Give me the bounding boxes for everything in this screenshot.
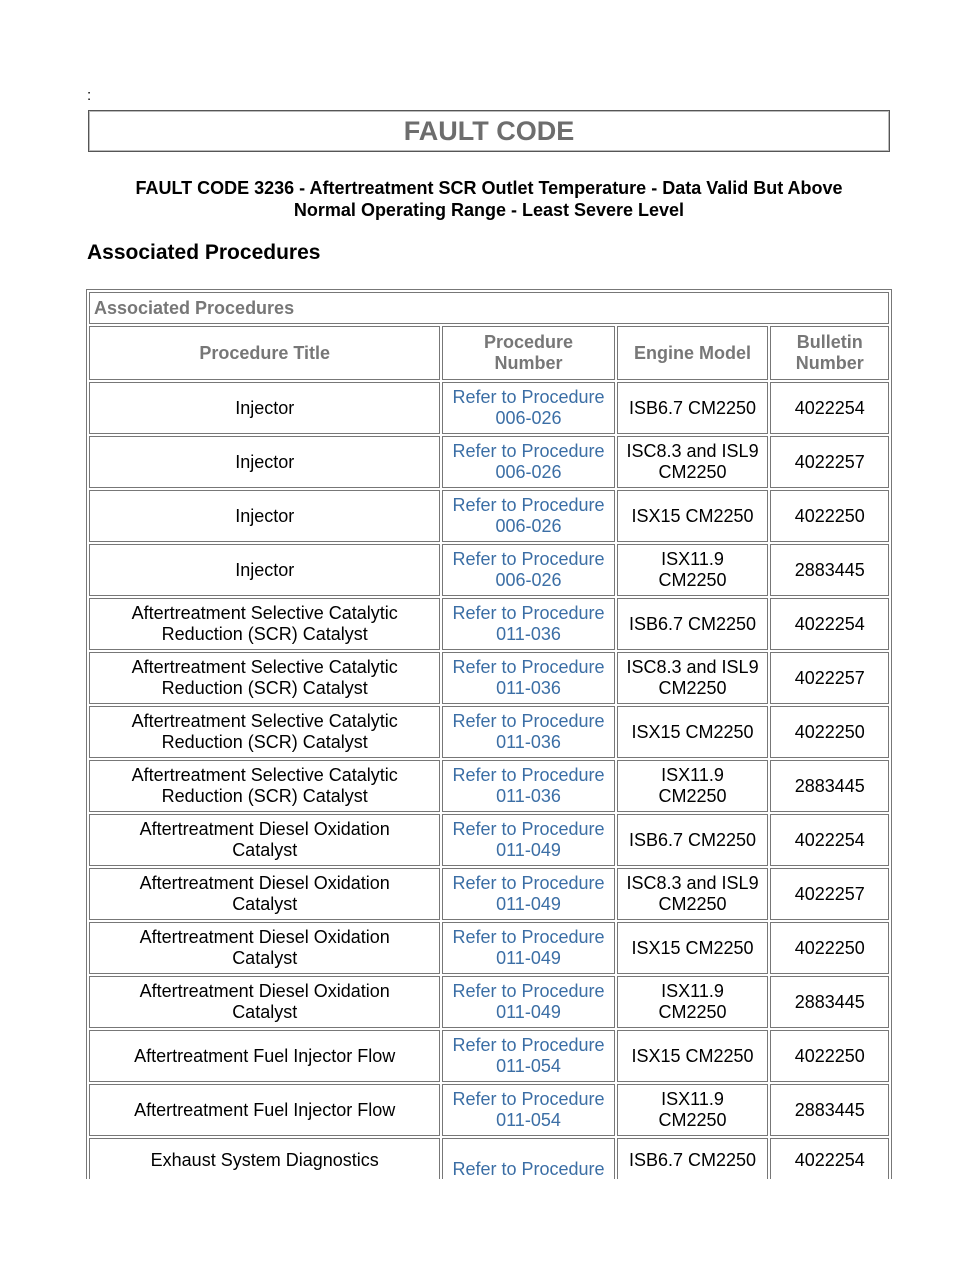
procedure-title-cell — [89, 922, 440, 974]
bulletin-number-cell: 4022257 — [770, 652, 889, 704]
procedure-link-text[interactable]: Refer to Procedure — [452, 657, 605, 677]
engine-model-cell — [617, 652, 769, 704]
procedure-link-cell[interactable] — [442, 868, 614, 920]
fault-description-line-2: Normal Operating Range - Least Severe Level — [293, 200, 685, 220]
procedure-number-link[interactable]: 011-036 — [496, 786, 561, 806]
bulletin-number-cell: 2883445 — [770, 760, 889, 812]
engine-model-line: CM2250 — [658, 1002, 727, 1022]
engine-model-cell — [617, 706, 769, 758]
procedure-title-cell — [89, 1084, 440, 1136]
procedure-title-cell — [89, 598, 440, 650]
procedure-link-cell[interactable] — [442, 1084, 614, 1136]
table-caption-row — [89, 292, 889, 324]
procedure-link-text[interactable]: Refer to Procedure — [452, 873, 605, 893]
engine-model-line: ISX15 CM2250 — [631, 1045, 754, 1066]
table-row — [89, 976, 889, 1028]
engine-model-line: CM2250 — [658, 570, 727, 590]
procedure-title-cell — [89, 382, 440, 434]
procedure-link-text[interactable]: Refer to Procedure — [452, 1035, 605, 1055]
header-bulletin-number-line-2: Number — [795, 353, 864, 373]
procedure-title-line: Catalyst — [232, 948, 298, 968]
table-row — [89, 868, 889, 920]
procedure-number-link[interactable]: 006-026 — [495, 516, 562, 536]
header-procedure-title: Procedure Title — [89, 326, 440, 380]
procedure-link-text[interactable]: Refer to Procedure — [452, 765, 605, 785]
procedure-title-cell — [89, 760, 440, 812]
table-row — [89, 706, 889, 758]
bulletin-number-cell: 2883445 — [770, 544, 889, 596]
engine-model-cell: ISB6.7 CM2250 — [617, 1138, 769, 1179]
procedure-title-line: Aftertreatment Selective Catalytic — [131, 603, 398, 623]
procedure-number-link[interactable]: 006-026 — [495, 570, 562, 590]
bulletin-number-cell: 4022250 — [770, 706, 889, 758]
colon-marker: : — [87, 87, 92, 104]
procedure-title-line: Aftertreatment Selective Catalytic — [131, 765, 398, 785]
procedure-link-cell[interactable]: Refer to Procedure — [442, 1138, 614, 1179]
engine-model-cell — [617, 544, 769, 596]
procedure-title-line: Reduction (SCR) Catalyst — [161, 732, 368, 752]
bulletin-number-cell: 4022257 — [770, 436, 889, 488]
bulletin-number-cell: 4022254 — [770, 382, 889, 434]
procedure-number-link[interactable]: 011-036 — [496, 678, 561, 698]
procedure-title-line: Catalyst — [232, 840, 298, 860]
engine-model-cell — [617, 436, 769, 488]
procedure-link-text[interactable]: Refer to Procedure — [452, 495, 605, 515]
table-row — [89, 652, 889, 704]
procedure-title-line: Aftertreatment Selective Catalytic — [131, 657, 398, 677]
engine-model-line: CM2250 — [658, 678, 727, 698]
procedure-link-cell[interactable] — [442, 652, 614, 704]
table-row — [89, 544, 889, 596]
procedure-title-cell — [89, 976, 440, 1028]
table-row — [89, 922, 889, 974]
header-bulletin-number — [770, 326, 889, 380]
table-row — [89, 436, 889, 488]
bulletin-number-cell: 2883445 — [770, 1084, 889, 1136]
engine-model-cell — [617, 814, 769, 866]
fault-code-description — [88, 177, 890, 221]
engine-model-line: ISX15 CM2250 — [631, 505, 754, 526]
engine-model-cell — [617, 1084, 769, 1136]
table-row — [89, 598, 889, 650]
procedure-title-cell — [89, 436, 440, 488]
procedure-link-cell[interactable] — [442, 598, 614, 650]
table-row — [89, 1084, 889, 1136]
procedure-title-line: Injector — [235, 397, 295, 418]
procedure-title-cell — [89, 544, 440, 596]
table-caption: Associated Procedures — [89, 292, 889, 324]
engine-model-line: CM2250 — [658, 894, 727, 914]
procedure-link-cell[interactable] — [442, 1030, 614, 1082]
engine-model-cell — [617, 490, 769, 542]
procedure-number-link[interactable]: 011-036 — [496, 732, 561, 752]
procedure-link-cell[interactable] — [442, 436, 614, 488]
procedure-title-line: Reduction (SCR) Catalyst — [161, 678, 368, 698]
procedures-table-container — [86, 289, 892, 1179]
bulletin-number-cell: 4022250 — [770, 922, 889, 974]
procedure-title-line: Aftertreatment Fuel Injector Flow — [134, 1045, 396, 1066]
header-procedure-number — [442, 326, 614, 380]
procedure-number-link[interactable]: 011-054 — [496, 1056, 561, 1076]
engine-model-line: ISX15 CM2250 — [631, 937, 754, 958]
engine-model-cell — [617, 976, 769, 1028]
fault-description-line-1: FAULT CODE 3236 - Aftertreatment SCR Outlet Temperature - Data Valid But Above — [135, 178, 843, 198]
table-row — [89, 490, 889, 542]
engine-model-line: CM2250 — [658, 1110, 727, 1130]
procedure-title-line: Injector — [235, 559, 295, 580]
table-row — [89, 760, 889, 812]
procedure-number-link[interactable]: 011-049 — [496, 1002, 561, 1022]
table-row — [89, 1030, 889, 1082]
engine-model-line: CM2250 — [658, 462, 727, 482]
procedure-title-line: Reduction (SCR) Catalyst — [161, 786, 368, 806]
engine-model-cell — [617, 1030, 769, 1082]
header-bulletin-number-line-1: Bulletin — [796, 332, 863, 352]
procedure-link-cell[interactable] — [442, 814, 614, 866]
procedure-link-cell[interactable] — [442, 490, 614, 542]
procedure-number-link[interactable]: 006-026 — [495, 408, 562, 428]
procedure-link-cell[interactable] — [442, 544, 614, 596]
procedure-number-link[interactable]: 011-049 — [496, 840, 561, 860]
procedure-title-cell — [89, 706, 440, 758]
procedure-link-text[interactable]: Refer to Procedure — [452, 549, 605, 569]
engine-model-cell — [617, 382, 769, 434]
engine-model-cell — [617, 598, 769, 650]
procedure-title-line: Aftertreatment Diesel Oxidation — [139, 981, 390, 1001]
table-header-row — [89, 326, 889, 380]
page-title: FAULT CODE — [88, 110, 890, 152]
procedure-link-text[interactable]: Refer to Procedure — [452, 711, 605, 731]
engine-model-line: ISB6.7 CM2250 — [628, 829, 757, 850]
engine-model-line: ISB6.7 CM2250 — [628, 613, 757, 634]
procedure-title-line: Aftertreatment Selective Catalytic — [131, 711, 398, 731]
procedure-number-link[interactable]: 011-054 — [496, 1110, 561, 1130]
procedure-number-link[interactable]: 006-026 — [495, 462, 562, 482]
procedure-title-cell — [89, 814, 440, 866]
header-engine-model: Engine Model — [617, 326, 769, 380]
table-row — [89, 382, 889, 434]
procedure-title-line: Aftertreatment Diesel Oxidation — [139, 819, 390, 839]
procedure-link-text[interactable]: Refer to Procedure — [452, 387, 605, 407]
procedure-title-cell — [89, 868, 440, 920]
bulletin-number-cell: 2883445 — [770, 976, 889, 1028]
table-row — [89, 814, 889, 866]
procedure-title-line: Injector — [235, 505, 295, 526]
procedure-link-cell[interactable] — [442, 976, 614, 1028]
procedure-link-text[interactable]: Refer to Procedure — [452, 927, 605, 947]
procedure-link-cell[interactable] — [442, 706, 614, 758]
procedure-title-line: Aftertreatment Diesel Oxidation — [139, 927, 390, 947]
procedure-link-text[interactable]: Refer to Procedure — [452, 819, 605, 839]
procedure-title-cell: Exhaust System Diagnostics — [89, 1138, 440, 1179]
engine-model-cell — [617, 868, 769, 920]
section-heading: Associated Procedures — [87, 241, 321, 264]
procedure-link-text[interactable]: Refer to Procedure — [452, 981, 605, 1001]
procedure-title-line: Aftertreatment Diesel Oxidation — [139, 873, 390, 893]
procedure-link-cell[interactable] — [442, 760, 614, 812]
procedure-number-link[interactable]: 011-049 — [496, 948, 561, 968]
engine-model-line: ISC8.3 and ISL9 — [626, 873, 759, 893]
header-procedure-number-line-1: Procedure — [483, 332, 574, 352]
procedures-table — [86, 289, 892, 1179]
procedure-title-cell — [89, 1030, 440, 1082]
engine-model-line: CM2250 — [658, 786, 727, 806]
procedure-number-link[interactable]: 011-036 — [496, 624, 561, 644]
procedure-link-text[interactable]: Refer to Procedure — [452, 603, 605, 623]
table-row — [89, 1138, 889, 1179]
procedure-title-cell — [89, 490, 440, 542]
engine-model-line: ISX15 CM2250 — [631, 721, 754, 742]
engine-model-line: ISX11.9 — [661, 549, 724, 569]
engine-model-line: ISX11.9 — [661, 765, 724, 785]
engine-model-cell — [617, 760, 769, 812]
engine-model-line: ISC8.3 and ISL9 — [626, 441, 759, 461]
procedure-title-cell — [89, 652, 440, 704]
bulletin-number-cell: 4022250 — [770, 490, 889, 542]
engine-model-cell — [617, 922, 769, 974]
procedure-title-line: Catalyst — [232, 1002, 298, 1022]
engine-model-line: ISC8.3 and ISL9 — [626, 657, 759, 677]
procedure-link-text[interactable]: Refer to Procedure — [452, 1089, 605, 1109]
procedure-title-line: Reduction (SCR) Catalyst — [161, 624, 368, 644]
engine-model-line: ISX11.9 — [661, 1089, 724, 1109]
procedure-title-line: Catalyst — [232, 894, 298, 914]
procedure-number-link[interactable]: 011-049 — [496, 894, 561, 914]
engine-model-line: ISB6.7 CM2250 — [628, 397, 757, 418]
procedure-link-cell[interactable] — [442, 382, 614, 434]
engine-model-line: ISX11.9 — [661, 981, 724, 1001]
procedure-title-line: Aftertreatment Fuel Injector Flow — [134, 1099, 396, 1120]
bulletin-number-cell: 4022254 — [770, 814, 889, 866]
procedure-title-line: Injector — [235, 451, 295, 472]
procedure-link-text[interactable]: Refer to Procedure — [452, 441, 605, 461]
bulletin-number-cell: 4022250 — [770, 1030, 889, 1082]
bulletin-number-cell: 4022257 — [770, 868, 889, 920]
header-procedure-number-line-2: Number — [494, 353, 563, 373]
procedure-link-cell[interactable] — [442, 922, 614, 974]
bulletin-number-cell: 4022254 — [770, 598, 889, 650]
bulletin-number-cell: 4022254 — [770, 1138, 889, 1179]
